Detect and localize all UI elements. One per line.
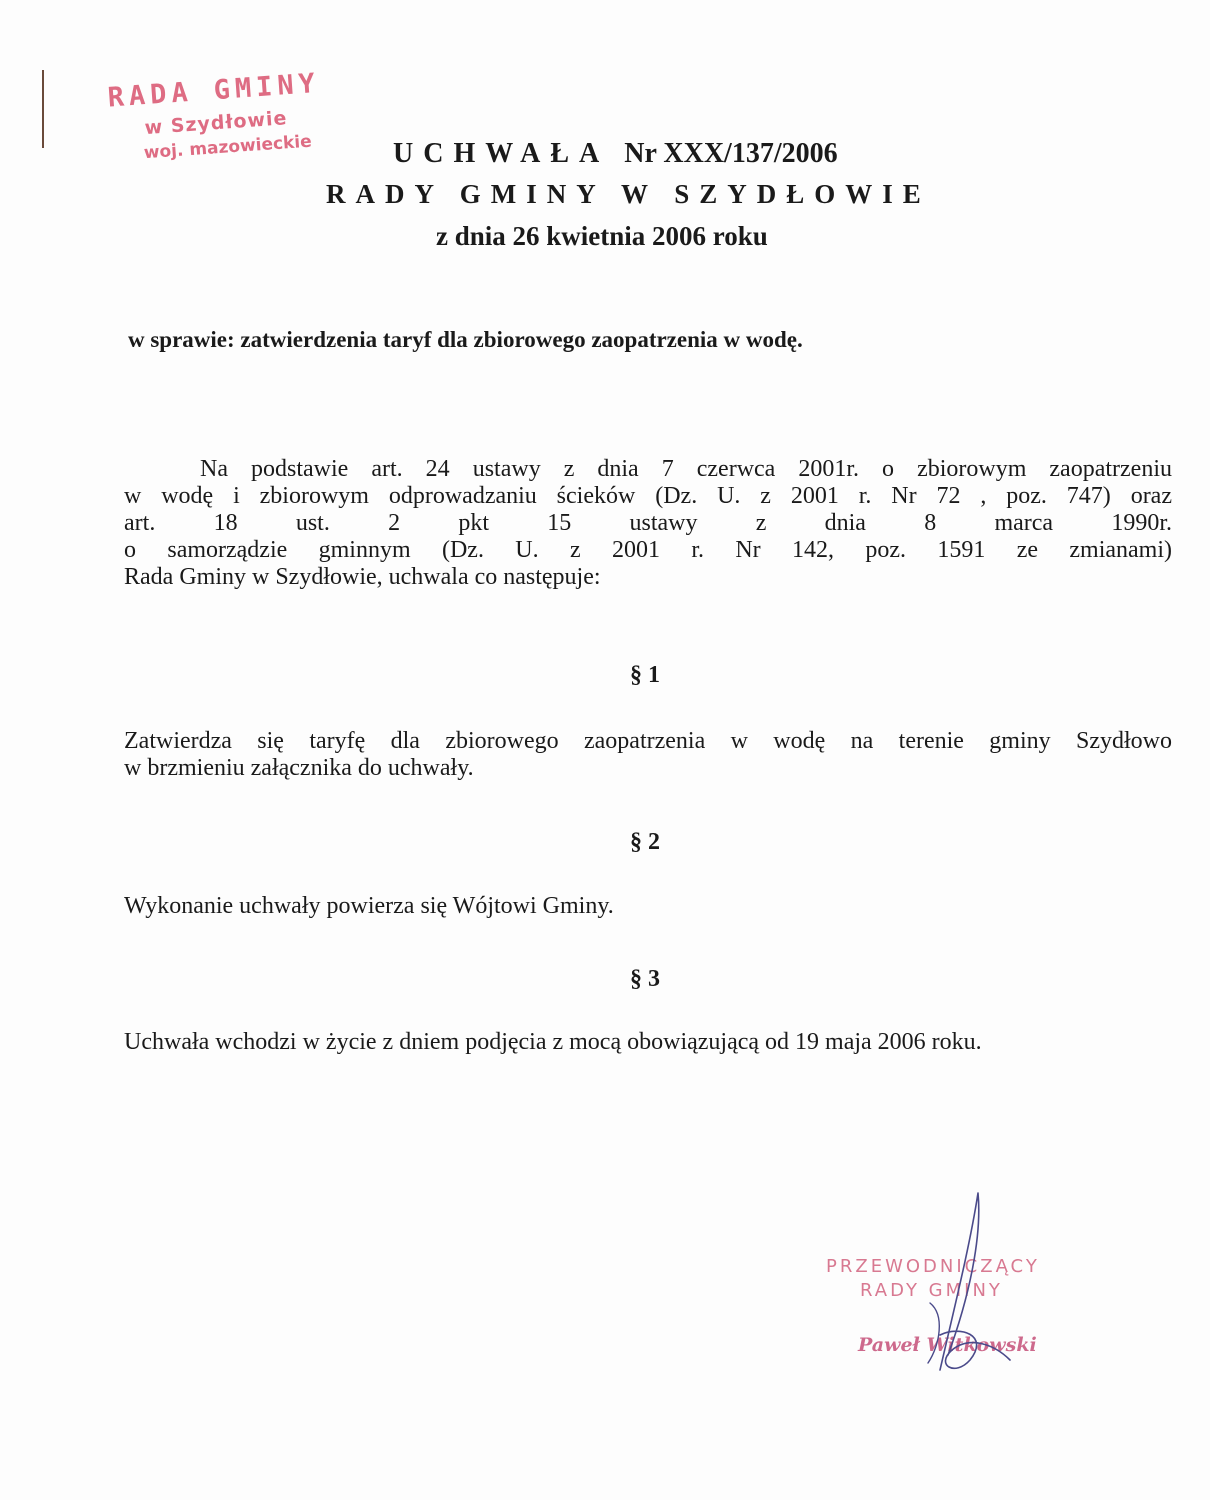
title-number: Nr XXX/137/2006: [624, 138, 838, 169]
section-1-line: w brzmieniu załącznika do uchwały.: [124, 755, 474, 781]
resolution-date: z dnia 26 kwietnia 2006 roku: [436, 221, 768, 251]
chair-stamp-name: Paweł Witkowski: [858, 1334, 1037, 1356]
section-2-text: Wykonanie uchwały powierza się Wójtowi Gminy.: [124, 893, 614, 919]
resolution-subject: w sprawie: zatwierdzenia taryf dla zbiorowego zaopatrzenia w wodę.: [128, 327, 803, 352]
intro-paragraph: [124, 456, 1172, 591]
section-mark-3: § 3: [630, 966, 660, 992]
intro-line: Na podstawie art. 24 ustawy z dnia 7 czerwca 2001r. o zbiorowym zaopatrzeniu: [200, 456, 1172, 482]
chair-stamp-body: RADY GMINY: [860, 1280, 1003, 1301]
title-word: UCHWAŁA: [393, 138, 610, 169]
margin-mark: [42, 70, 44, 148]
stamp-line-2: w Szydłowie: [143, 107, 289, 140]
section-1-text: [124, 728, 1172, 782]
intro-line: w wodę i zbiorowym odprowadzaniu ścieków (Dz. U. z 2001 r. Nr 72 , poz. 747) oraz: [124, 483, 1172, 509]
section-mark-2: § 2: [630, 829, 660, 855]
intro-line: Rada Gminy w Szydłowie, uchwala co następuje:: [124, 564, 601, 590]
council-name: RADY GMINY W SZYDŁOWIE: [326, 179, 931, 209]
intro-line: art. 18 ust. 2 pkt 15 ustawy z dnia 8 marca 1990r.: [124, 510, 1172, 536]
handwritten-signature: [900, 1185, 1040, 1385]
section-3-text: Uchwała wchodzi w życie z dniem podjęcia z mocą obowiązującą od 19 maja 2006 roku.: [124, 1029, 982, 1055]
intro-line: o samorządzie gminnym (Dz. U. z 2001 r. Nr 142, poz. 1591 ze zmianami): [124, 537, 1172, 563]
stamp-line-1: RADA GMINY: [106, 67, 321, 114]
stamp-line-3: woj. mazowieckie: [143, 131, 313, 164]
section-1-line: Zatwierdza się taryfę dla zbiorowego zaopatrzenia w wodę na terenie gminy Szydłowo: [124, 728, 1172, 754]
section-mark-1: § 1: [630, 662, 660, 688]
chair-stamp-title: PRZEWODNICZĄCY: [826, 1256, 1040, 1277]
council-stamp: [88, 67, 343, 167]
resolution-title: [393, 138, 838, 170]
